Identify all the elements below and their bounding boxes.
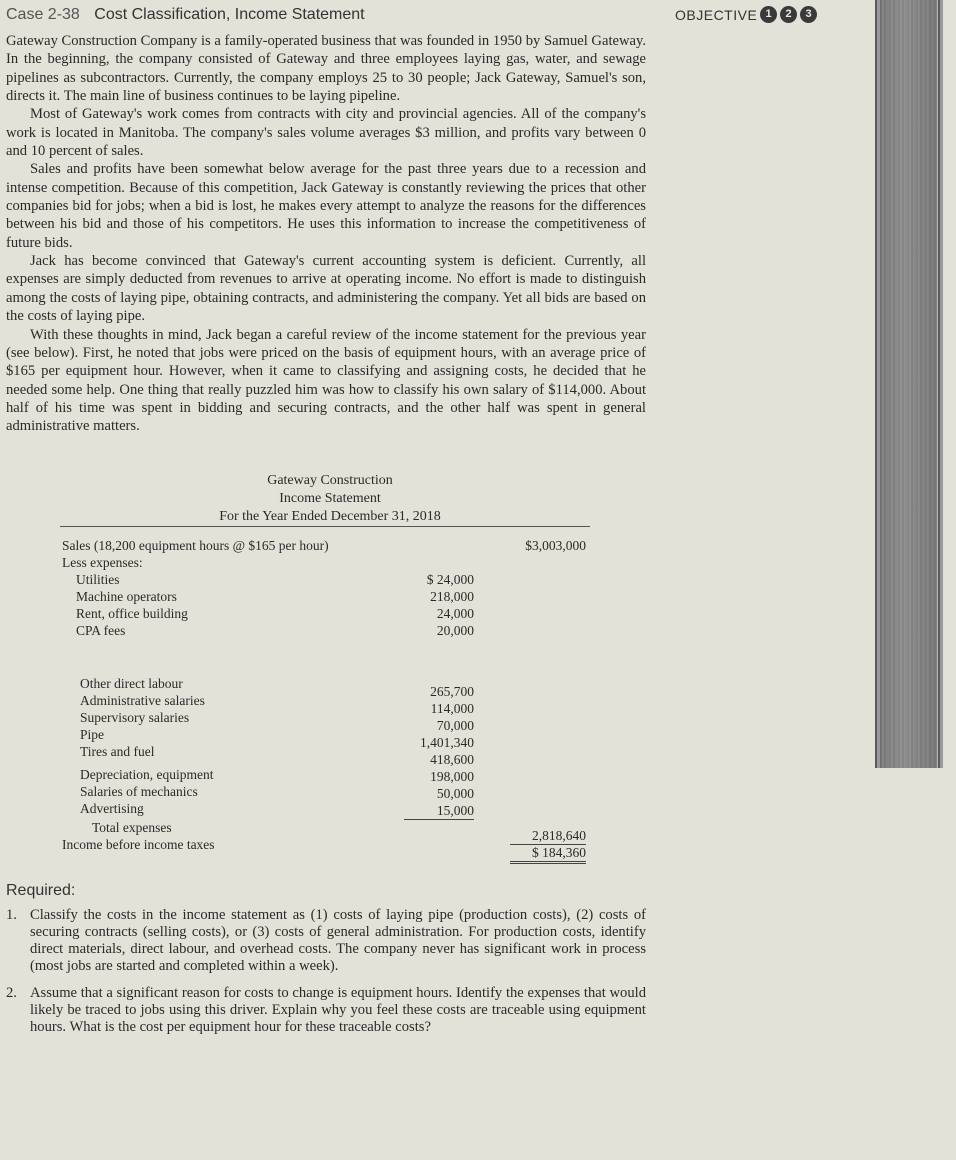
required-heading: Required: (6, 882, 76, 899)
statement-rule (60, 526, 590, 527)
expense-amount: 15,000 (404, 802, 474, 820)
required-item-number: 2. (6, 985, 17, 1001)
objective-number-1: 1 (760, 6, 777, 23)
expense-amount: 20,000 (436, 623, 474, 638)
paragraph: Gateway Construction Company is a family-operated business that was founded in 1950 by Samuel Gateway. In the beginning, the company consisted of Gateway and three employees laying gas, water, and sewage pipelines as subcontractors. Currently, the company employs 25 to 30 people; Jack Gateway, Samuel's son, directs it. The main line of business continues to be laying pipeline. (6, 33, 646, 105)
total-expenses-label: Total expenses (92, 820, 172, 835)
paragraph: Sales and profits have been somewhat below average for the past three years due to a recession and intense competition. Because of this competition, Jack Gateway is constantly reviewing the prices that other companies bid for jobs; when a bid is lost, he makes every attempt to analyze the reasons for the differences between his bid and those of his competitors. He uses this information to increase the competitiveness of future bids. (6, 161, 646, 251)
required-item-text: Classify the costs in the income statement as (1) costs of laying pipe (production costs), (2) costs of securing contracts (selling costs), or (3) costs of general administration. For production costs, identify direct materials, direct labour, and overhead costs. The company never has significant work in process (most jobs are started and completed within a week). (30, 907, 646, 974)
income-label: Income before income taxes (62, 837, 215, 852)
required-item (6, 907, 646, 975)
expense-amount: 218,000 (430, 589, 474, 604)
objective-number-3: 3 (800, 6, 817, 23)
expense-amount: 50,000 (436, 786, 474, 801)
expense-label: Machine operators (76, 589, 177, 604)
required-item-text: Assume that a significant reason for costs to change is equipment hours. Identify the expenses that would likely be traced to jobs using this driver. Explain why you feel these costs are traceable using equipment hours. What is the cost per equipment hour for these traceable costs? (30, 985, 646, 1035)
expense-label: Salaries of mechanics (80, 784, 198, 799)
expense-amount: 24,000 (436, 606, 474, 621)
paragraph: Most of Gateway's work comes from contracts with city and provincial agencies. All of the company's work is located in Manitoba. The company's sales volume averages $3 million, and profits vary between 0 and 10 percent of sales. (6, 106, 646, 160)
expense-label: Depreciation, equipment (80, 767, 214, 782)
expense-label: Advertising (80, 801, 144, 816)
expense-label: Rent, office building (76, 606, 188, 621)
expense-label: Administrative salaries (80, 693, 205, 708)
paragraph: Jack has become convinced that Gateway's current accounting system is deficient. Currently, all expenses are simply deducted from revenues to arrive at operating income. No effort is made to distinguish among the costs of laying pipe, obtaining contracts, and administering the company. Yet all bids are based on the costs of laying pipe. (6, 253, 646, 325)
statement-company: Gateway Construction (267, 473, 393, 488)
expense-amount: 265,700 (430, 684, 474, 699)
less-expenses-label: Less expenses: (62, 555, 143, 570)
paragraph: With these thoughts in mind, Jack began a careful review of the income statement for the previous year (see below). First, he noted that jobs were priced on the basis of equipment hours, with an average price of $165 per equipment hour. However, when it came to classifying and assigning costs, he decided that he needed some help. One thing that really puzzled him was how to classify his own salary of $114,000. About half of his time was spent in bidding and securing contracts, and the other half was spent in general administrative matters. (6, 326, 646, 435)
expense-label: CPA fees (76, 623, 126, 638)
expense-amount: 1,401,340 (420, 735, 474, 750)
sales-label: Sales (18,200 equipment hours @ $165 per hour) (62, 538, 329, 553)
objective-label: OBJECTIVE (675, 6, 758, 23)
expense-amount: 70,000 (436, 718, 474, 733)
sales-amount: $3,003,000 (525, 538, 586, 553)
income-amount: $ 184,360 (510, 844, 586, 864)
statement-heading (170, 472, 490, 526)
case-heading (6, 6, 646, 24)
expense-label: Utilities (76, 572, 120, 587)
case-title: Cost Classification, Income Statement (94, 6, 365, 23)
total-expenses-amount: 2,818,640 (510, 827, 586, 845)
expense-label: Supervisory salaries (80, 710, 190, 725)
expense-amount: 418,600 (430, 752, 474, 767)
expense-label: Tires and fuel (80, 744, 155, 759)
case-number: Case 2-38 (6, 6, 80, 23)
case-body (6, 32, 646, 436)
required-item-number: 1. (6, 907, 17, 923)
expense-label: Other direct labour (80, 676, 183, 691)
expense-amount: 198,000 (430, 769, 474, 784)
expense-label: Pipe (80, 727, 105, 742)
expense-amount: 114,000 (430, 701, 474, 716)
objective-number-2: 2 (780, 6, 797, 23)
statement-period: For the Year Ended December 31, 2018 (219, 509, 441, 524)
statement-name: Income Statement (279, 491, 381, 506)
expense-amount: $ 24,000 (426, 572, 474, 587)
page-edge-strip (875, 0, 943, 768)
required-item (6, 985, 646, 1036)
objective-badge (675, 6, 817, 23)
